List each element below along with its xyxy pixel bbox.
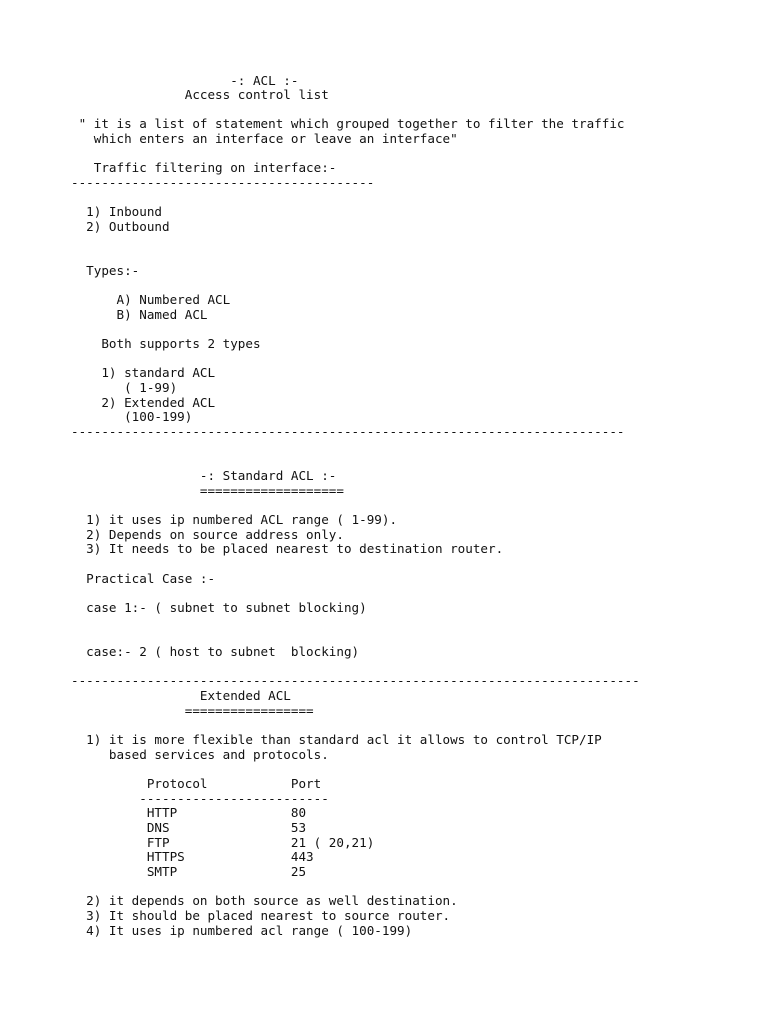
heading-underline: ================= — [71, 703, 314, 718]
section-traffic-filtering: Traffic filtering on interface:- — [71, 160, 337, 175]
case-1-text: case 1:- ( subnet to subnet blocking) — [71, 600, 367, 615]
list-item-outbound: 2) Outbound — [71, 219, 170, 234]
extended-acl-range: (100-199) — [71, 409, 193, 424]
definition-line-2: which enters an interface or leave an interface" — [71, 131, 458, 146]
protocol-table-row: HTTPS 443 — [71, 849, 314, 864]
extended-point-1: 1) it is more flexible than standard acl it allows to control TCP/IP — [71, 732, 602, 747]
protocol-table-row: DNS 53 — [71, 820, 307, 835]
extended-point-1-cont: based services and protocols. — [71, 747, 329, 762]
list-item-numbered-acl: A) Numbered ACL — [71, 292, 231, 307]
heading-underline: =================== — [71, 483, 344, 498]
protocol-table-row: FTP 21 ( 20,21) — [71, 835, 375, 850]
both-supports-text: Both supports 2 types — [71, 336, 261, 351]
list-item-inbound: 1) Inbound — [71, 204, 162, 219]
extended-point-2: 2) it depends on both source as well destination. — [71, 893, 458, 908]
divider-long: ------------------------------------------------------------------------- — [71, 424, 625, 439]
list-item-named-acl: B) Named ACL — [71, 307, 208, 322]
divider-short: ---------------------------------------- — [71, 175, 375, 190]
extended-point-4: 4) It uses ip numbered acl range ( 100-199) — [71, 923, 413, 938]
protocol-table-divider: ------------------------- — [71, 791, 329, 806]
standard-point-2: 2) Depends on source address only. — [71, 527, 344, 542]
subheading-access-control-list: Access control list — [71, 87, 329, 102]
protocol-table-row: HTTP 80 — [71, 805, 307, 820]
heading-extended-acl: Extended ACL — [71, 688, 291, 703]
divider-long: --------------------------------------------------------------------------- — [71, 673, 640, 688]
section-practical-case: Practical Case :- — [71, 571, 216, 586]
protocol-table-header: Protocol Port — [71, 776, 322, 791]
list-item-extended-acl: 2) Extended ACL — [71, 395, 216, 410]
standard-acl-range: ( 1-99) — [71, 380, 178, 395]
definition-line-1: " it is a list of statement which grouped together to filter the traffic — [71, 116, 625, 131]
list-item-standard-acl: 1) standard ACL — [71, 365, 216, 380]
heading-acl: -: ACL :- — [71, 73, 299, 88]
standard-point-3: 3) It needs to be placed nearest to destination router. — [71, 541, 504, 556]
protocol-table-row: SMTP 25 — [71, 864, 307, 879]
section-types: Types:- — [71, 263, 140, 278]
case-2-text: case:- 2 ( host to subnet blocking) — [71, 644, 360, 659]
heading-standard-acl: -: Standard ACL :- — [71, 468, 337, 483]
extended-point-3: 3) It should be placed nearest to source router. — [71, 908, 451, 923]
standard-point-1: 1) it uses ip numbered ACL range ( 1-99). — [71, 512, 398, 527]
